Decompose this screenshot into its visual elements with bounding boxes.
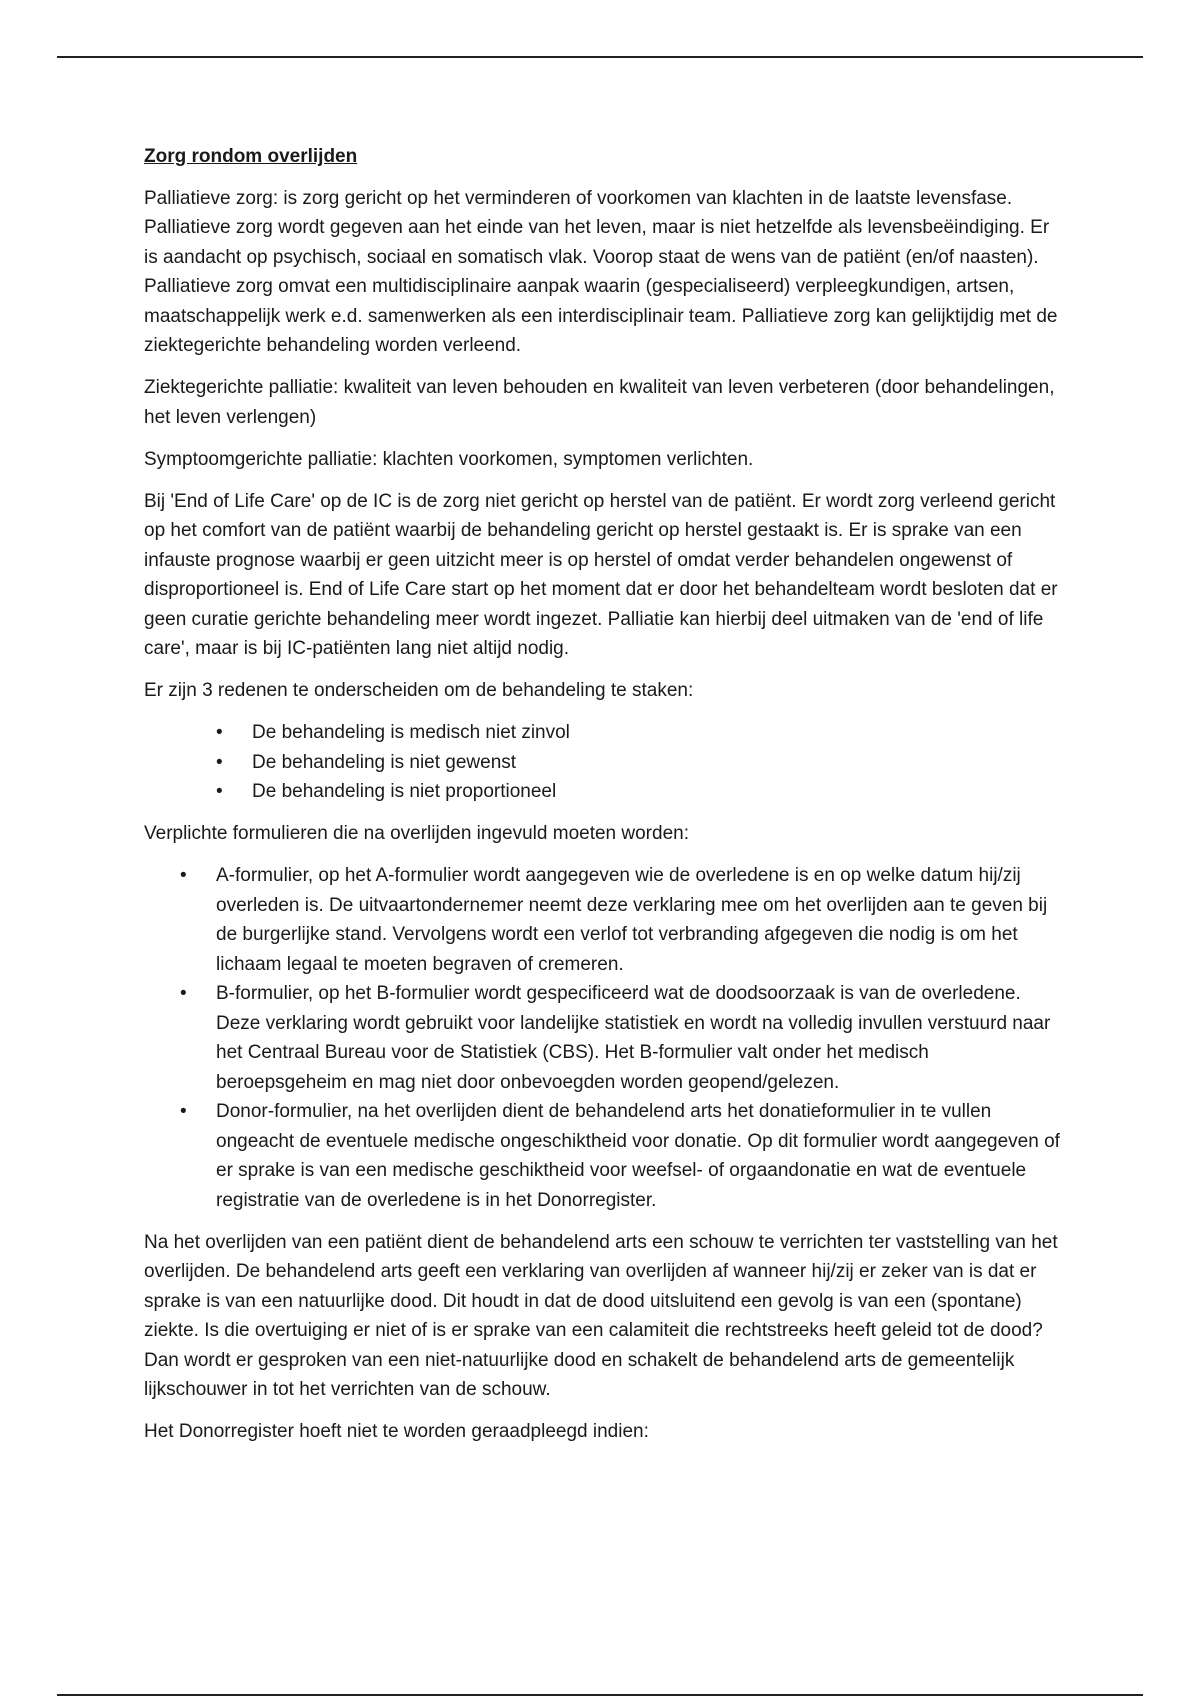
list-item-text: De behandeling is niet gewenst xyxy=(252,751,517,773)
list-item xyxy=(144,777,1064,807)
document-title: Zorg rondom overlijden xyxy=(144,146,358,167)
list-item xyxy=(144,979,1064,1097)
paragraph-end-of-life-care: Bij 'End of Life Care' op de IC is de zorg niet gericht op herstel van de patiënt. Er wordt zorg verleend gericht op het comfort van de patiënt waarbij de behandeling gericht op herstel gestaakt is. Er is sprake van een infauste prognose waarbij er geen uitzicht meer is op herstel of omdat verder behandelen ongewenst of disproportioneel is. End of Life Care start op het moment dat er door het behandelteam wordt besloten dat er geen curatie gerichte behandeling meer wordt ingezet. Palliatie kan hierbij deel uitmaken van de 'end of life care', maar is bij IC-patiënten lang niet altijd nodig. xyxy=(144,490,1058,659)
list-item xyxy=(144,1097,1064,1215)
list-item-text: A-formulier, op het A-formulier wordt aangegeven wie de overledene is en op welke datum hij/zij overleden is. De uitvaartondernemer neemt deze verklaring mee om het overlijden aan te geven bij de burgerlijke stand. Vervolgens wordt een verlof tot verbranding afgegeven die nodig is om het lichaam legaal te moeten begraven of cremeren. xyxy=(216,865,1048,975)
paragraph-symptoomgerichte-palliatie: Symptoomgerichte palliatie: klachten voorkomen, symptomen verlichten. xyxy=(144,448,754,470)
list-item-text: B-formulier, op het B-formulier wordt gespecificeerd wat de doodsoorzaak is van de overledene. Deze verklaring wordt gebruikt voor landelijke statistiek en wordt na volledig invullen verstuurd naar het Centraal Bureau voor de Statistiek (CBS). Het B-formulier valt onder het medisch beroepsgeheim en mag niet door onbevoegden worden geopend/gelezen. xyxy=(216,983,1051,1093)
paragraph-redenen-intro: Er zijn 3 redenen te onderscheiden om de behandeling te staken: xyxy=(144,680,694,701)
forms-list xyxy=(144,861,1064,1215)
bullet-icon: • xyxy=(180,865,187,886)
bullet-icon: • xyxy=(180,1101,187,1122)
list-item-text: Donor-formulier, na het overlijden dient de behandelend arts het donatieformulier in te vullen ongeacht de eventuele medische ongeschiktheid voor donatie. Op dit formulier wordt aangegeven of er sprake is van een medische geschiktheid voor weefsel- of orgaandonatie en wat de eventuele registratie van de overledene is in het Donorregister. xyxy=(216,1101,1060,1211)
list-item xyxy=(144,861,1064,979)
paragraph-palliatieve-zorg: Palliatieve zorg: is zorg gericht op het verminderen of voorkomen van klachten in de laatste levensfase. Palliatieve zorg wordt gegeven aan het einde van het leven, maar is niet hetzelfde als levensbeëindiging. Er is aandacht op psychisch, sociaal en somatisch vlak. Voorop staat de wens van de patiënt (en/of naasten). Palliatieve zorg omvat een multidisciplinaire aanpak waarin (gespecialiseerd) verpleegkundigen, artsen, maatschappelijk werk e.d. samenwerken als een interdisciplinair team. Palliatieve zorg kan gelijktijdig met de ziektegerichte behandeling worden verleend. xyxy=(144,187,1058,356)
bullet-icon: • xyxy=(216,781,223,802)
bullet-icon: • xyxy=(216,722,223,743)
paragraph-formulieren-intro: Verplichte formulieren die na overlijden ingevuld moeten worden: xyxy=(144,823,689,844)
footer-rule xyxy=(57,1694,1143,1696)
paragraph-schouw: Na het overlijden van een patiënt dient de behandelend arts een schouw te verrichten ter vaststelling van het overlijden. De behandelend arts geeft een verklaring van overlijden af wanneer hij/zij er zeker van is dat er sprake is van een natuurlijke dood. Dit houdt in dat de dood uitsluitend een gevolg is van een (spontane) ziekte. Is die overtuiging er niet of is er sprake van een calamiteit die rechtstreeks heeft geleid tot de dood? Dan wordt er gesproken van een niet-natuurlijke dood en schakelt de behandelend arts de gemeentelijk lijkschouwer in tot het verrichten van de schouw. xyxy=(144,1231,1058,1400)
reasons-list xyxy=(144,718,1064,807)
list-item-text: De behandeling is medisch niet zinvol xyxy=(252,722,570,743)
bullet-icon: • xyxy=(216,751,223,773)
paragraph-ziektegerichte-palliatie: Ziektegerichte palliatie: kwaliteit van leven behouden en kwaliteit van leven verbeteren (door behandelingen, het leven verlengen) xyxy=(144,377,1055,428)
list-item xyxy=(144,748,1064,778)
list-item xyxy=(144,718,1064,748)
list-item-text: De behandeling is niet proportioneel xyxy=(252,781,557,802)
document-body xyxy=(144,142,1064,1459)
header-rule xyxy=(57,56,1143,58)
paragraph-donorregister: Het Donorregister hoeft niet te worden geraadpleegd indien: xyxy=(144,1421,649,1442)
bullet-icon: • xyxy=(180,983,187,1004)
